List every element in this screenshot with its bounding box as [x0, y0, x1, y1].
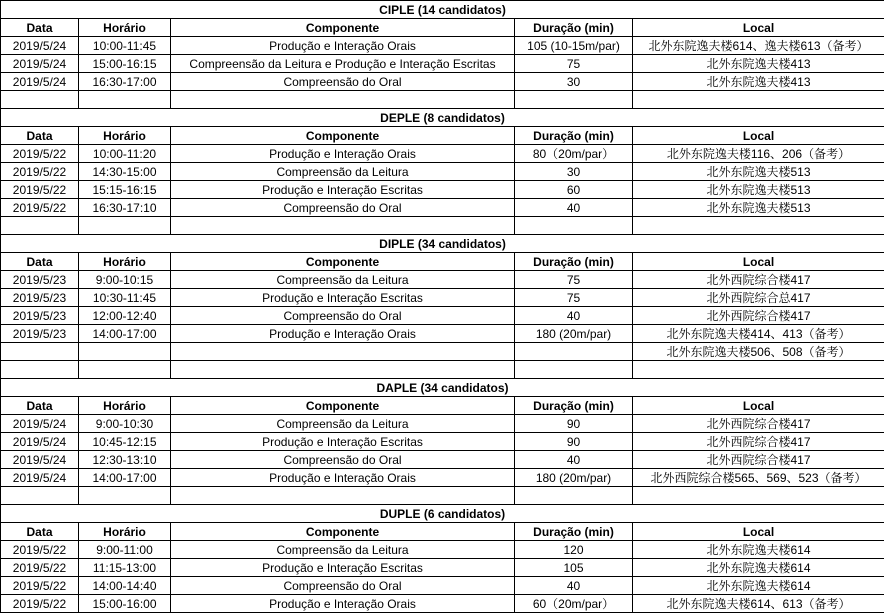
- table-cell: 40: [515, 451, 633, 469]
- table-cell: 120: [515, 541, 633, 559]
- table-cell: [171, 91, 515, 109]
- table-cell: 30: [515, 73, 633, 91]
- table-cell: 60（20m/par）: [515, 595, 633, 613]
- table-cell: 北外西院综合楼417: [633, 451, 884, 469]
- section-title: CIPLE (14 candidatos): [1, 1, 884, 19]
- table-cell: [515, 487, 633, 505]
- table-cell: [515, 217, 633, 235]
- table-cell: 北外东院逸夫楼413: [633, 55, 884, 73]
- table-cell: 2019/5/24: [1, 469, 79, 487]
- table-cell: Produção e Interação Escritas: [171, 181, 515, 199]
- column-header: Duração (min): [515, 523, 633, 541]
- table-cell: 2019/5/24: [1, 55, 79, 73]
- table-cell: 40: [515, 577, 633, 595]
- table-cell: 11:15-13:00: [79, 559, 171, 577]
- table-cell: Compreensão do Oral: [171, 73, 515, 91]
- column-header: Componente: [171, 19, 515, 37]
- table-cell: [79, 343, 171, 361]
- table-cell: 9:00-11:00: [79, 541, 171, 559]
- column-header: Horário: [79, 397, 171, 415]
- column-header: Componente: [171, 253, 515, 271]
- table-cell: 2019/5/22: [1, 145, 79, 163]
- table-row: [1, 91, 884, 109]
- column-header: Duração (min): [515, 253, 633, 271]
- table-row: [1, 577, 884, 595]
- table-row: [1, 487, 884, 505]
- table-cell: 40: [515, 307, 633, 325]
- table-cell: 2019/5/22: [1, 595, 79, 613]
- table-cell: 75: [515, 55, 633, 73]
- column-header-row: [1, 19, 884, 37]
- table-cell: 2019/5/22: [1, 559, 79, 577]
- table-row: [1, 415, 884, 433]
- column-header: Local: [633, 523, 884, 541]
- table-row: [1, 271, 884, 289]
- table-cell: 北外西院综合总417: [633, 289, 884, 307]
- table-cell: Compreensão da Leitura e Produção e Interação Escritas: [171, 55, 515, 73]
- table-cell: Compreensão da Leitura: [171, 541, 515, 559]
- column-header: Componente: [171, 127, 515, 145]
- table-cell: 北外西院综合楼417: [633, 433, 884, 451]
- table-row: [1, 325, 884, 343]
- table-cell: 2019/5/24: [1, 415, 79, 433]
- table-cell: 2019/5/24: [1, 73, 79, 91]
- table-cell: [633, 361, 884, 379]
- table-cell: Compreensão da Leitura: [171, 415, 515, 433]
- table-row: [1, 145, 884, 163]
- table-cell: Compreensão do Oral: [171, 307, 515, 325]
- table-row: [1, 451, 884, 469]
- table-cell: 14:00-17:00: [79, 325, 171, 343]
- table-cell: [1, 91, 79, 109]
- table-cell: 15:00-16:15: [79, 55, 171, 73]
- table-cell: Produção e Interação Orais: [171, 595, 515, 613]
- table-cell: [515, 361, 633, 379]
- table-cell: 北外西院综合楼565、569、523（备考）: [633, 469, 884, 487]
- table-cell: 14:00-14:40: [79, 577, 171, 595]
- table-cell: 9:00-10:15: [79, 271, 171, 289]
- column-header-row: [1, 523, 884, 541]
- table-cell: [633, 91, 884, 109]
- column-header: Data: [1, 19, 79, 37]
- table-cell: 16:30-17:00: [79, 73, 171, 91]
- column-header: Componente: [171, 523, 515, 541]
- table-cell: [633, 487, 884, 505]
- table-cell: 10:45-12:15: [79, 433, 171, 451]
- table-row: [1, 433, 884, 451]
- table-row: [1, 55, 884, 73]
- table-cell: 北外东院逸夫楼614、逸夫楼613（备考）: [633, 37, 884, 55]
- table-cell: 北外东院逸夫楼513: [633, 181, 884, 199]
- table-cell: 北外西院综合楼417: [633, 415, 884, 433]
- column-header: Local: [633, 253, 884, 271]
- table-cell: 180 (20m/par): [515, 469, 633, 487]
- table-cell: 180 (20m/par): [515, 325, 633, 343]
- column-header: Duração (min): [515, 397, 633, 415]
- column-header: Horário: [79, 127, 171, 145]
- column-header: Data: [1, 253, 79, 271]
- table-cell: 10:00-11:20: [79, 145, 171, 163]
- table-cell: 80（20m/par）: [515, 145, 633, 163]
- table-cell: 15:00-16:00: [79, 595, 171, 613]
- table-cell: 2019/5/24: [1, 37, 79, 55]
- column-header: Horário: [79, 523, 171, 541]
- table-cell: 2019/5/22: [1, 577, 79, 595]
- table-cell: [515, 91, 633, 109]
- table-cell: 2019/5/22: [1, 181, 79, 199]
- table-row: [1, 181, 884, 199]
- column-header: Duração (min): [515, 19, 633, 37]
- table-cell: 2019/5/24: [1, 433, 79, 451]
- column-header: Componente: [171, 397, 515, 415]
- table-row: [1, 361, 884, 379]
- section-title: DIPLE (34 candidatos): [1, 235, 884, 253]
- table-cell: 60: [515, 181, 633, 199]
- table-cell: 14:30-15:00: [79, 163, 171, 181]
- section-title: DUPLE (6 candidatos): [1, 505, 884, 523]
- table-cell: Compreensão da Leitura: [171, 271, 515, 289]
- table-cell: Compreensão da Leitura: [171, 163, 515, 181]
- table-cell: [79, 487, 171, 505]
- table-cell: [1, 343, 79, 361]
- column-header: Horário: [79, 253, 171, 271]
- table-cell: Produção e Interação Escritas: [171, 289, 515, 307]
- table-cell: 75: [515, 271, 633, 289]
- table-cell: [515, 343, 633, 361]
- table-cell: 30: [515, 163, 633, 181]
- table-cell: Produção e Interação Orais: [171, 325, 515, 343]
- table-cell: 2019/5/23: [1, 307, 79, 325]
- table-cell: 北外东院逸夫楼413: [633, 73, 884, 91]
- table-cell: 90: [515, 415, 633, 433]
- table-cell: [633, 217, 884, 235]
- table-cell: [79, 91, 171, 109]
- table-cell: [171, 487, 515, 505]
- table-cell: 北外东院逸夫楼614: [633, 559, 884, 577]
- column-header: Local: [633, 19, 884, 37]
- column-header: Local: [633, 127, 884, 145]
- table-row: [1, 163, 884, 181]
- table-cell: 北外东院逸夫楼614: [633, 577, 884, 595]
- table-cell: 10:00-11:45: [79, 37, 171, 55]
- column-header: Horário: [79, 19, 171, 37]
- table-cell: 14:00-17:00: [79, 469, 171, 487]
- table-cell: Produção e Interação Escritas: [171, 433, 515, 451]
- column-header: Local: [633, 397, 884, 415]
- table-cell: 40: [515, 199, 633, 217]
- table-cell: 北外东院逸夫楼513: [633, 199, 884, 217]
- table-row: [1, 343, 884, 361]
- table-row: [1, 37, 884, 55]
- table-cell: 15:15-16:15: [79, 181, 171, 199]
- table-cell: 2019/5/23: [1, 271, 79, 289]
- table-cell: 北外西院综合楼417: [633, 271, 884, 289]
- column-header-row: [1, 397, 884, 415]
- column-header-row: [1, 127, 884, 145]
- table-cell: [1, 487, 79, 505]
- table-row: [1, 289, 884, 307]
- table-cell: 90: [515, 433, 633, 451]
- table-row: [1, 217, 884, 235]
- table-cell: 北外东院逸夫楼116、206（备考）: [633, 145, 884, 163]
- table-cell: 2019/5/22: [1, 541, 79, 559]
- table-cell: 2019/5/23: [1, 325, 79, 343]
- table-row: [1, 307, 884, 325]
- table-cell: Produção e Interação Orais: [171, 37, 515, 55]
- table-cell: 16:30-17:10: [79, 199, 171, 217]
- table-cell: 2019/5/24: [1, 451, 79, 469]
- table-row: [1, 469, 884, 487]
- table-cell: 北外东院逸夫楼506、508（备考）: [633, 343, 884, 361]
- table-cell: 10:30-11:45: [79, 289, 171, 307]
- table-cell: 北外东院逸夫楼614、613（备考）: [633, 595, 884, 613]
- column-header: Duração (min): [515, 127, 633, 145]
- table-cell: 北外东院逸夫楼513: [633, 163, 884, 181]
- table-cell: 2019/5/23: [1, 289, 79, 307]
- table-cell: 北外东院逸夫楼414、413（备考）: [633, 325, 884, 343]
- table-cell: 北外东院逸夫楼614: [633, 541, 884, 559]
- column-header: Data: [1, 127, 79, 145]
- column-header-row: [1, 253, 884, 271]
- table-cell: 75: [515, 289, 633, 307]
- table-cell: Compreensão do Oral: [171, 199, 515, 217]
- table-row: [1, 541, 884, 559]
- table-cell: [171, 343, 515, 361]
- table-cell: 12:00-12:40: [79, 307, 171, 325]
- table-cell: [1, 361, 79, 379]
- table-cell: [79, 217, 171, 235]
- table-cell: Compreensão do Oral: [171, 451, 515, 469]
- table-cell: [1, 217, 79, 235]
- schedule-table-body: [1, 1, 884, 613]
- table-cell: Produção e Interação Orais: [171, 469, 515, 487]
- table-cell: Produção e Interação Escritas: [171, 559, 515, 577]
- table-row: [1, 73, 884, 91]
- table-cell: 北外西院综合楼417: [633, 307, 884, 325]
- table-cell: Produção e Interação Orais: [171, 145, 515, 163]
- table-cell: 105 (10-15m/par): [515, 37, 633, 55]
- table-cell: 9:00-10:30: [79, 415, 171, 433]
- table-cell: 2019/5/22: [1, 199, 79, 217]
- table-cell: [171, 217, 515, 235]
- table-cell: 12:30-13:10: [79, 451, 171, 469]
- column-header: Data: [1, 523, 79, 541]
- table-cell: Compreensão do Oral: [171, 577, 515, 595]
- table-row: [1, 559, 884, 577]
- table-row: [1, 199, 884, 217]
- section-title: DAPLE (34 candidatos): [1, 379, 884, 397]
- table-cell: 105: [515, 559, 633, 577]
- table-row: [1, 595, 884, 613]
- section-title: DEPLE (8 candidatos): [1, 109, 884, 127]
- table-cell: [171, 361, 515, 379]
- table-cell: 2019/5/22: [1, 163, 79, 181]
- table-cell: [79, 361, 171, 379]
- column-header: Data: [1, 397, 79, 415]
